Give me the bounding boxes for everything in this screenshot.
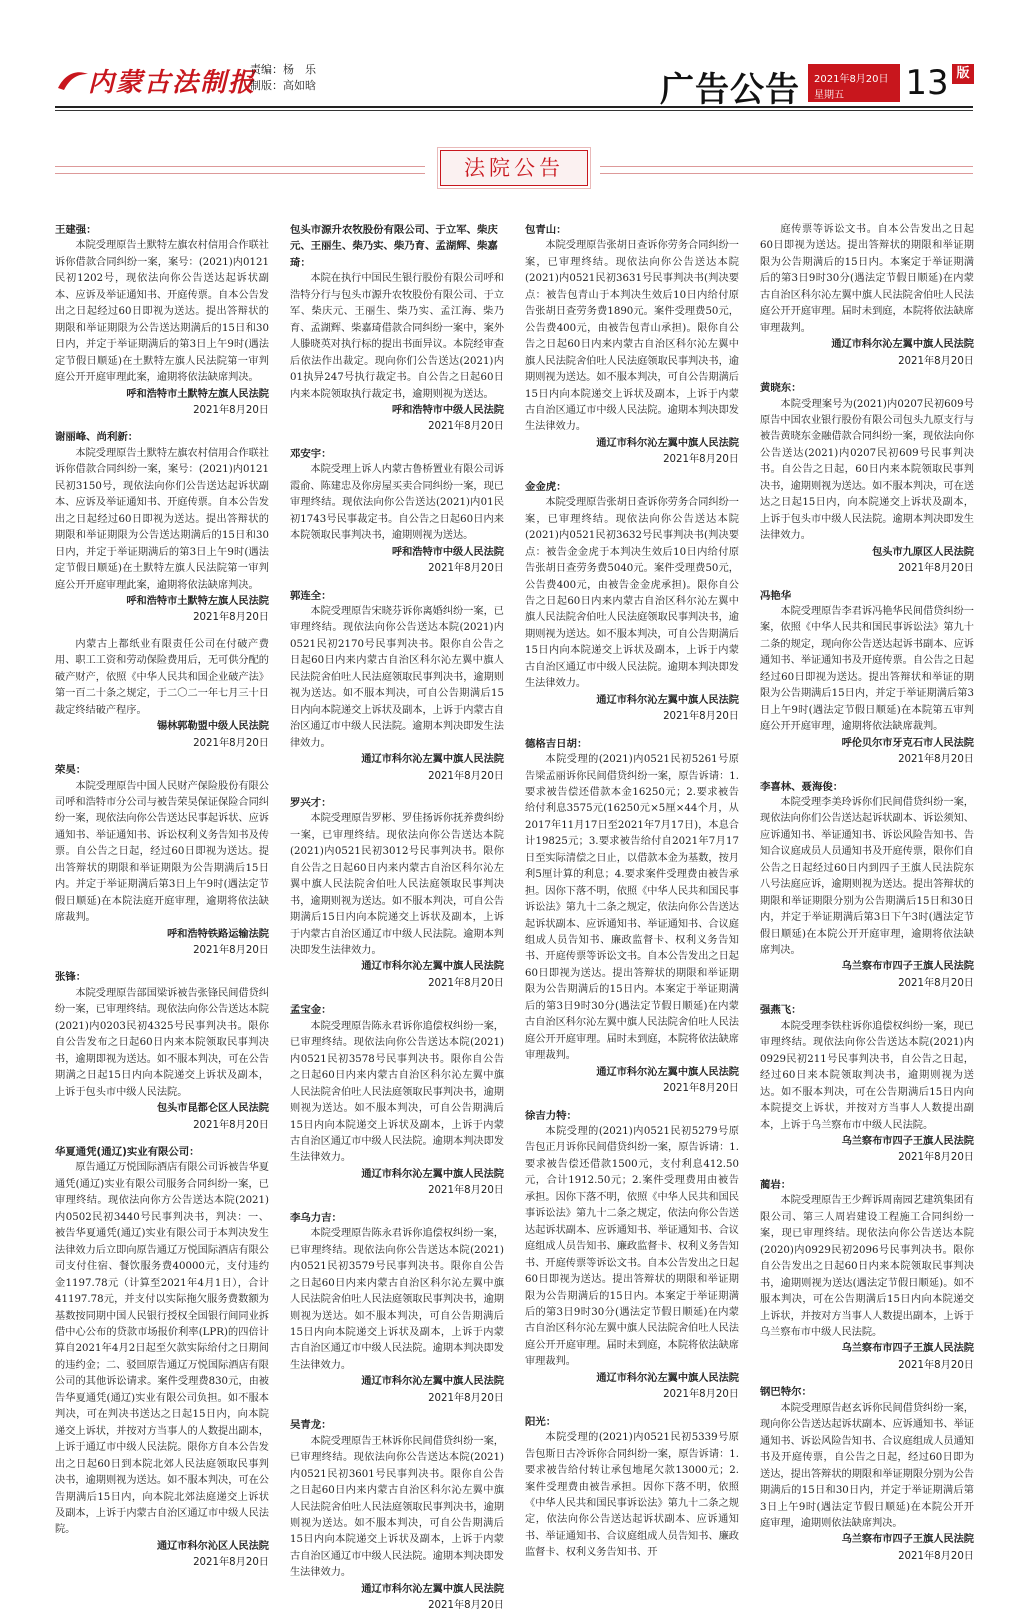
notice-court: 包头市昆都仑区人民法院 bbox=[156, 1103, 269, 1115]
notice bbox=[55, 1144, 269, 1572]
notice-body: 本院受理李铁柱诉你追偿权纠纷一案，现已审理终结。现依法向你公告送达本院(2021)内0929民初211号民事判决书，自公告之日起，经过60日来本院领取判决书，逾期则视为送达。如不服本判决，可在公告期满后15日内向本院提交上诉状，并按对方当事人人数提出副本，上诉于乌兰察布市中级人民法院。 bbox=[760, 1020, 974, 1131]
notice-body: 本院受理原告王林诉你民间借贷纠纷一案，已审理终结。现依法向你公告送达本院(2021)内0521民初3601号民事判决书。限你自公告之日起60日内来内蒙古自治区科尔沁左翼中旗人民法院舍伯吐人民法庭领取民事判决书，逾期则视为送达。如不服本判决，可自公告期满后15日内向本院递交上诉状及副本，上诉于内蒙古自治区通辽市中级人民法院。逾期本判决即发生法律效力。 bbox=[290, 1435, 504, 1579]
notice-date: 2021年8月20日 bbox=[193, 945, 269, 957]
banner-rule-right bbox=[600, 166, 973, 174]
logo-swoosh-icon bbox=[56, 68, 90, 94]
notice-date: 2021年8月20日 bbox=[193, 737, 269, 749]
editor-label: 责编：杨 乐 bbox=[250, 63, 316, 76]
notice-body: 本院受理的(2021)内0521民初5279号原告包正月诉你民间借贷纠纷一案，原告诉请：1.要求被告偿还借款1500元，支付利息412.50元，合计1912.50元；2.案件受理费用由被告承担。因你下落不明，依照《中华人民共和国民事诉讼法》第九十二条之规定，依法向你公告送达起诉状副本、应诉通知书、举证通知书、合议庭组成人员告知书、廉政监督卡、权利义务告知书、开庭传票等诉讼文书。自本公告发出之日起60日即视为送达。提出答辩状的期限和举证期限为公告期满后的15日内。本案定于举证期满后的第3日9时30分(遇法定节假日顺延)在内蒙古自治区科尔沁左翼中旗人民法院舍伯吐人民法庭公开开庭审理。届时未到庭，本院将依法缺席审理裁判。 bbox=[525, 1126, 739, 1368]
notice-body: 内蒙古上都纸业有限责任公司在付破产费用、职工工资和劳动保险费用后，无可供分配的破产财产，依照《中华人民共和国企业破产法》第一百二十条之规定，于二〇二一年七月三十日裁定终结破产程序。 bbox=[55, 638, 269, 716]
notice-addressee: 华夏通凭(通辽)实业有限公司： bbox=[55, 1146, 200, 1159]
notice-addressee: 张锋： bbox=[55, 971, 87, 984]
notice-date: 2021年8月20日 bbox=[193, 404, 269, 416]
column-3 bbox=[525, 222, 739, 1559]
notice-body: 本院受理原告中国人民财产保险股份有限公司呼和浩特市分公司与被告荣昊保证保险合同纠纷一案，现依法向你公告送达民事起诉状、应诉通知书、举证通知书、诉讼权利义务告知书及传票。自公告之日起，经过60日即视为送达。提出答辩状的期限和举证期限为公告期满后15日内。并定于举证期满后第3日上午9时(遇法定节假日顺延)在本院法庭开庭审理，逾期将依法缺席裁判。 bbox=[55, 780, 269, 924]
notice-addressee: 钢巴特尔： bbox=[760, 1386, 812, 1399]
notice-body: 本院受理的(2021)内0521民初5261号原告梁孟丽诉你民间借贷纠纷一案，原告诉请：1.要求被告偿还借款本金16250元；2.要求被告给付利息3575元(16250元×5厘×44个月，从2017年11月17日至2021年7月17日)，本息合计19825元；3.要求被告给付自2021年7月17日至实际清偿之日止，以借款本金为基数，按月利5厘计算的利息；4.要求案件受理费由被告承担。因你下落不明，依照《中华人民共和国民事诉讼法》第九十二条之规定，依法向你公告送达起诉状副本、应诉通知书、举证通知书、合议庭组成人员告知书、廉政监督卡、权利义务告知书、开庭传票等诉讼文书。自本公告发出之日起60日即视为送达。提出答辩状的期限和举证期限为公告期满后的15日内。本案定于举证期满后的第3日9时30分(遇法定节假日顺延)在内蒙古自治区科尔沁左翼中旗人民法院舍伯吐人民法庭公开开庭审理。届时未到庭，本院将依法缺席审理裁判。 bbox=[525, 754, 739, 1062]
notice bbox=[525, 1108, 739, 1404]
notice-body: 本院受理原告土默特左旗农村信用合作联社诉你借款合同纠纷一案，案号：(2021)内0121民初1202号，现依法向你公告送达起诉状副本、应诉及举证通知书、开庭传票。自本公告发出之日起经过60日即视为送达。提出答辩状的期限和举证期限为公告送达期满后的15日和30日内，并定于举证期满后的第3日上午9时(遇法定节假日顺延)在土默特左旗人民法院第一审判庭公开开庭审理此案，逾期将依法缺席判决。 bbox=[55, 240, 269, 384]
notice-court: 通辽市科尔沁左翼中旗人民法院 bbox=[361, 754, 504, 766]
notice bbox=[525, 736, 739, 1098]
notice-addressee: 包青山： bbox=[525, 224, 567, 236]
notice-addressee: 冯艳华 bbox=[760, 589, 792, 602]
notice-date: 2021年8月20日 bbox=[898, 355, 974, 367]
notice-body: 本院受理原告张胡日查诉你劳务合同纠纷一案，已审理终结。现依法向你公告送达本院(2021)内0521民初3632号民事判决书(判决要点：被告金金虎于本判决生效后10日内给付原告张胡日查劳务费5040元。案件受理费50元，公告费400元，由被告金金虎承担)。限你自公告之日起60日内来内蒙古自治区科尔沁左翼中旗人民法院舍伯吐人民法庭领取民事判决书，逾期则视为送达。如不服本判决，可自公告期满后15日内向本院递交上诉状及副本，上诉于内蒙古自治区通辽市中级人民法院。逾期本判决即发生法律效力。 bbox=[525, 497, 739, 690]
notice bbox=[55, 637, 269, 752]
notice bbox=[760, 222, 974, 370]
notice-court: 呼和浩特市中级人民法院 bbox=[391, 404, 504, 416]
notice bbox=[55, 762, 269, 959]
column-2 bbox=[290, 222, 504, 1612]
notice-body: 本院受理原告李君诉冯艳华民间借贷纠纷一案，依照《中华人民共和国民事诉讼法》第九十二条的规定，现向你公告送达起诉书副本、应诉通知书、举证通知书及开庭传票。自公告之日起经过60日即视为送达。提出答辩状和举证的期限为公告期满后15日内，并定于举证期满后第3日上午9时(遇法定节假日顺延)在本院第五审判庭公开开庭审理，逾期将依法缺席裁判。 bbox=[760, 605, 974, 733]
notice bbox=[760, 779, 974, 993]
notice-court: 乌兰察布市四子王旗人民法院 bbox=[841, 1136, 974, 1148]
notice-body: 本院受理李美玲诉你们民间借贷纠纷一案，现依法向你们公告送达起诉状副本、诉讼须知、应诉通知书、举证通知书、诉讼风险告知书、告知合议庭成员人员通知书及开庭传票，限你们自公告之日起经过60日内到四子王旗人民法院东八号法庭应诉，逾期则视为送达。提出答辩状的期限和举证期限分别为公告期满后15日和30日内，并定于举证期满后第3日下午3时(遇法定节假日顺延)在本院公开开庭审理，逾期将依法缺席判决。 bbox=[760, 796, 974, 957]
column-1 bbox=[55, 222, 269, 1569]
notice-body: 本院受理案号为(2021)内0207民初609号原告中国农业银行股份有限公司包头九原支行与被告黄晓东金融借款合同纠纷一案，现依法向你公告送达(2021)内0207民初609号民事判决书。自公告之日起，60日内来本院领取民事判决书，逾期则视为送达。如不服本判决，可在送达之日起15日内，向本院递交上诉状及副本，上诉于包头市中级人民法院。逾期本判决即发生法律效力。 bbox=[760, 398, 974, 542]
notice-court: 通辽市科尔沁区人民法院 bbox=[156, 1540, 269, 1552]
notice-court: 包头市九原区人民法院 bbox=[872, 546, 974, 558]
notice-addressee: 李乌力吉： bbox=[290, 1211, 342, 1224]
notice-addressee: 罗兴才： bbox=[290, 796, 332, 809]
notice-date: 2021年8月20日 bbox=[193, 612, 269, 624]
notice-court: 通辽市科尔沁左翼中旗人民法院 bbox=[361, 1583, 504, 1595]
page-number: 13 bbox=[900, 62, 953, 104]
notice bbox=[290, 222, 504, 436]
notice-court: 通辽市科尔沁左翼中旗人民法院 bbox=[361, 1168, 504, 1180]
issue-date: 2021年8月20日 bbox=[814, 74, 889, 85]
notice-date: 2021年8月20日 bbox=[428, 563, 504, 575]
notice-addressee: 阳光： bbox=[525, 1415, 557, 1428]
notice-addressee: 金金虎： bbox=[525, 480, 567, 493]
notice bbox=[290, 588, 504, 785]
notice-body: 本院受理原告宋晓芬诉你离婚纠纷一案，已审理终结。现依法向你公告送达本院(2021)内0521民初2170号民事判决书。限你自公告之日起60日内来内蒙古自治区科尔沁左翼中旗人民法院舍伯吐人民法庭领取民事判决书，逾期则视为送达。如不服本判决，可自公告期满后15日内向本院递交上诉状及副本，上诉于内蒙古自治区通辽市中级人民法院。逾期本判决即发生法律效力。 bbox=[290, 605, 504, 749]
notice-date: 2021年8月20日 bbox=[663, 711, 739, 723]
notice-date: 2021年8月20日 bbox=[428, 1392, 504, 1404]
notice-addressee: 黄晓东： bbox=[760, 382, 802, 395]
section-title: 广告公告 bbox=[660, 70, 800, 110]
notice-addressee: 德格吉日胡： bbox=[525, 737, 588, 750]
notice-date: 2021年8月20日 bbox=[898, 1359, 974, 1371]
notice-date: 2021年8月20日 bbox=[663, 454, 739, 466]
notice-addressee: 蔺岩： bbox=[760, 1178, 792, 1191]
notice-addressee: 王建强： bbox=[55, 224, 97, 236]
notice bbox=[525, 479, 739, 726]
notice-body: 本院受理原告陈永君诉你追偿权纠纷一案，已审理终结。现依法向你公告送达本院(2021)内0521民初3578号民事判决书。限你自公告之日起60日内来内蒙古自治区科尔沁左翼中旗人民法院舍伯吐人民法庭领取民事判决书，逾期则视为送达。如不服本判决，可自公告期满后15日内向本院递交上诉状及副本，上诉于内蒙古自治区通辽市中级人民法院。逾期本判决即发生法律效力。 bbox=[290, 1020, 504, 1164]
notice bbox=[525, 1414, 739, 1562]
notice bbox=[290, 795, 504, 992]
notice-date: 2021年8月20日 bbox=[663, 1083, 739, 1095]
section-banner: 法院公告 bbox=[440, 150, 588, 186]
notice-body: 本院受理上诉人内蒙古鲁桥置业有限公司诉霞俞、陈建忠及你房屋买卖合同纠纷一案，现已审理终结。现依法向你公告送达(2021)内01民初1743号民事裁定书。自公告之日起60日内来本院领取民事判决书，逾期则视为送达。 bbox=[290, 464, 504, 542]
notice-court: 乌兰察布市四子王旗人民法院 bbox=[841, 961, 974, 973]
notice-court: 乌兰察布市四子王旗人民法院 bbox=[841, 1534, 974, 1546]
notice-date: 2021年8月20日 bbox=[898, 1550, 974, 1562]
notice-date: 2021年8月20日 bbox=[428, 1600, 504, 1612]
notice-addressee: 强燕飞： bbox=[760, 1004, 802, 1017]
notice-date: 2021年8月20日 bbox=[898, 563, 974, 575]
notice-addressee: 谢丽峰、尚利新： bbox=[55, 431, 139, 444]
newspaper-logo bbox=[62, 62, 257, 98]
notice-addressee: 吴青龙： bbox=[290, 1419, 332, 1432]
notice-addressee: 邓安宇： bbox=[290, 447, 332, 460]
notice-court: 通辽市科尔沁左翼中旗人民法院 bbox=[596, 1066, 739, 1078]
notice-addressee: 李喜林、聂海俊： bbox=[760, 780, 844, 793]
notice-date: 2021年8月20日 bbox=[193, 1119, 269, 1131]
notice-court: 锡林郭勒盟中级人民法院 bbox=[156, 721, 269, 733]
header-rule-thin bbox=[55, 110, 973, 111]
notice-addressee: 徐吉力特： bbox=[525, 1109, 577, 1122]
notice-court: 通辽市科尔沁左翼中旗人民法院 bbox=[596, 1372, 739, 1384]
notice-body: 庭传票等诉讼文书。自本公告发出之日起60日即视为送达。提出答辩状的期限和举证期限为公告期满后的15日内。本案定于举证期满后的第3日9时30分(遇法定节假日顺延)在内蒙古自治区科尔沁左翼中旗人民法院舍伯吐人民法庭公开开庭审理。届时未到庭，本院将依法缺席审理裁判。 bbox=[760, 224, 974, 334]
notice-body: 本院在执行中国民生银行股份有限公司呼和浩特分行与包头市源升农牧股份有限公司、于立军、柴庆元、王丽生、柴乃实、孟江海、柴乃育、孟湖辉、柴嘉琦借款合同纠纷一案中，案外人滕晓英对执行标的提出书面异议。本院经审查后依法作出裁定。现向你们公告送达(2021)内01执异247号执行裁定书。自公告之日起60日内来本院领取执行裁定书，逾期则视为送达。 bbox=[290, 273, 504, 400]
notice-body: 本院受理原告罗彬、罗佳扬诉你抚养费纠纷一案，已审理终结。现依法向你公告送达本院(2021)内0521民初3012号民事判决书。限你自公告之日起60日内来内蒙古自治区科尔沁左翼中旗人民法院舍伯吐人民法庭领取民事判决书，逾期则视为送达。如不服本判决，可自公告期满后15日内向本院递交上诉状及副本，上诉于内蒙古自治区通辽市中级人民法院。逾期本判决即发生法律效力。 bbox=[290, 813, 504, 957]
notice-date: 2021年8月20日 bbox=[898, 977, 974, 989]
notice-court: 乌兰察布市四子王旗人民法院 bbox=[841, 1343, 974, 1355]
notice-addressee: 荣昊： bbox=[55, 764, 87, 777]
notice-body: 本院受理的(2021)内0521民初5339号原告包斯日古冷诉你合同纠纷一案，原告诉请：1.要求被告给付转让承包地尾欠款13000元；2.案件受理费由被告承担。因你下落不明，依照《中华人民共和国民事诉讼法》第九十二条之规定，依法向你公告送达起诉状副本、应诉通知书、举证通知书、合议庭组成人员告知书、廉政监督卡、权利义务告知书、开 bbox=[525, 1432, 739, 1559]
notice-date: 2021年8月20日 bbox=[898, 1152, 974, 1164]
notice bbox=[760, 1002, 974, 1167]
notice-court: 通辽市科尔沁左翼中旗人民法院 bbox=[361, 961, 504, 973]
notice bbox=[760, 1177, 974, 1374]
notice bbox=[290, 1002, 504, 1199]
notice-court: 呼和浩特铁路运输法院 bbox=[167, 928, 269, 940]
notice bbox=[55, 969, 269, 1134]
notice-court: 呼和浩特市土默特左旗人民法院 bbox=[126, 388, 269, 400]
notice-court: 呼伦贝尔市牙克石市人民法院 bbox=[841, 737, 974, 749]
notice-addressee: 包头市源升农牧股份有限公司、于立军、柴庆元、王丽生、柴乃实、柴乃育、孟湖辉、柴嘉琦： bbox=[290, 224, 498, 269]
notice-court: 通辽市科尔沁左翼中旗人民法院 bbox=[831, 339, 974, 351]
notice-date: 2021年8月20日 bbox=[663, 1389, 739, 1401]
notice-addressee: 郭连全： bbox=[290, 589, 332, 602]
notice-court: 通辽市科尔沁左翼中旗人民法院 bbox=[361, 1376, 504, 1388]
issue-weekday: 星期五 bbox=[814, 90, 844, 101]
notice-court: 呼和浩特市土默特左旗人民法院 bbox=[126, 595, 269, 607]
notice bbox=[525, 222, 739, 469]
notice-body: 本院受理原告张胡日查诉你劳务合同纠纷一案，已审理终结。现依法向你公告送达本院(2021)内0521民初3631号民事判决书(判决要点：被告包青山于本判决生效后10日内给付原告张胡日查劳务费1890元。案件受理费50元，公告费400元，由被告包青山承担)。限你自公告之日起60日内来内蒙古自治区科尔沁左翼中旗人民法院舍伯吐人民法庭领取民事判决书，逾期则视为送达。如不服本判决，可自公告期满后15日内向本院递交上诉状及副本，上诉于内蒙古自治区通辽市中级人民法院。逾期本判决即发生法律效力。 bbox=[525, 240, 739, 433]
notice-court: 通辽市科尔沁左翼中旗人民法院 bbox=[596, 694, 739, 706]
notice-body: 本院受理原告部国梁诉被告张锋民间借贷纠纷一案，已审理终结。现依法向你公告送达本院(2021)内0203民初4325号民事判决书。限你自公告发布之日起60日内来本院领取民事判决书，逾期即视为送达。如不服本判决，可在公告期满之日起15日内向本院递交上诉状及副本，上诉于包头市中级人民法院。 bbox=[55, 987, 269, 1098]
notice-addressee: 孟宝金： bbox=[290, 1004, 332, 1017]
notice-body: 本院受理原告王少辉诉周南园艺建筑集团有限公司、第三人周岩建设工程施工合同纠纷一案，现已审理终结。现依法向你公告送达本院(2020)内0929民初2096号民事判决书。限你自公告发出之日起60日内来本院领取民事判决书，逾期则视为送达(遇法定节假日顺延)。如不服本判决，可在公告期满后15日内向本院递交上诉状，并按对方当事人人数提出副本，上诉于乌兰察布市中级人民法院。 bbox=[760, 1195, 974, 1338]
notice-body: 原告通辽万悦国际酒店有限公司诉被告华夏通凭(通辽)实业有限公司服务合同纠纷一案，已审理终结。现依法向你方公告送达本院(2021)内0502民初3440号民事判决书，判决：一、被告华夏通凭(通辽)实业有限公司于本判决发生法律效力后立即向原告通辽万悦国际酒店有限公司支付住宿、餐饮服务费40000元，支付违约金1197.78元（计算至2021年4月1日），合计41197.78元，并支付以实际拖欠服务费数额为基数按同期中国人民银行授权全国银行间同业拆借中心公布的贷款市场报价利率(LPR)的四倍计算自2021年4月2日起至欠款实际给付之日期间的违约金；二、驳回原告通辽万悦国际酒店有限公司的其他诉讼请求。案件受理费830元，由被告华夏通凭(通辽)实业有限公司负担。如不服本判决，可在判决书送达之日起15日内，向本院递交上诉状，并按对方当事人的人数提出副本，上诉于通辽市中级人民法院。限你方自本公告发出之日起60日到本院北郊人民法庭领取民事判决书，逾期则视为送达。如不服本判决，可在公告期满后15日内，向本院北郊法庭递交上诉状及副本，上诉于内蒙古自治区通辽市中级人民法院。 bbox=[55, 1162, 269, 1536]
producer-label: 制版：高如晗 bbox=[250, 79, 316, 92]
logo-text: 内蒙古法制报 bbox=[88, 68, 257, 98]
notice bbox=[760, 1384, 974, 1565]
notice-date: 2021年8月20日 bbox=[428, 421, 504, 433]
notice-court: 通辽市科尔沁左翼中旗人民法院 bbox=[596, 437, 739, 449]
notice bbox=[760, 380, 974, 577]
notice bbox=[55, 222, 269, 419]
notice-date: 2021年8月20日 bbox=[193, 1557, 269, 1569]
notice-date: 2021年8月20日 bbox=[898, 754, 974, 766]
notice bbox=[290, 1417, 504, 1614]
notice bbox=[760, 588, 974, 769]
notice bbox=[290, 446, 504, 578]
header-rule bbox=[55, 106, 973, 108]
notice-date: 2021年8月20日 bbox=[428, 977, 504, 989]
notice-body: 本院受理原告赵玄诉你民间借贷纠纷一案，现向你公告送达起诉状副本、应诉通知书、举证通知书、诉讼风险告知书、合议庭组成人员通知书及开庭传票，自公告之日起，经过60日即为送达，提出答辩状的期限和举证期限分别为公告期满后的15日和30日内，并定于举证期满后第3日上午9时(遇法定节假日顺延)在本院公开开庭审理，逾期则依法缺席判决。 bbox=[760, 1402, 974, 1529]
notice-date: 2021年8月20日 bbox=[428, 770, 504, 782]
date-box bbox=[808, 64, 900, 102]
notice-body: 本院受理原告土默特左旗农村信用合作联社诉你借款合同纠纷一案，案号：(2021)内0121民初3150号，现依法向你们公告送达起诉状副本、应诉及举证通知书、开庭传票。自本公告发出之日起经过60日即视为送达。提出答辩状的期限和举证期限为公告送达期满后的15日和30日内，并定于举证期满后的第3日上午9时(遇法定节假日顺延)在土默特左旗人民法院第一审判庭公开开庭审理此案，逾期将依法缺席判决。 bbox=[55, 447, 269, 591]
column-4 bbox=[760, 222, 974, 1562]
notice bbox=[55, 429, 269, 626]
page-suffix: 版 bbox=[952, 64, 974, 84]
notice-body: 本院受理原告陈永君诉你追偿权纠纷一案，已审理终结。现依法向你公告送达本院(2021)内0521民初3579号民事判决书。限你自公告之日起60日内来内蒙古自治区科尔沁左翼中旗人民法院舍伯吐人民法庭领取民事判决书，逾期则视为送达。如不服本判决，可自公告期满后15日内向本院递交上诉状及副本，上诉于内蒙古自治区通辽市中级人民法院。逾期本判决即发生法律效力。 bbox=[290, 1228, 504, 1371]
notice-date: 2021年8月20日 bbox=[428, 1185, 504, 1197]
notice-court: 呼和浩特市中级人民法院 bbox=[391, 546, 504, 558]
notice bbox=[290, 1210, 504, 1407]
banner-rule-left bbox=[55, 166, 425, 174]
editor-credits bbox=[250, 62, 316, 94]
